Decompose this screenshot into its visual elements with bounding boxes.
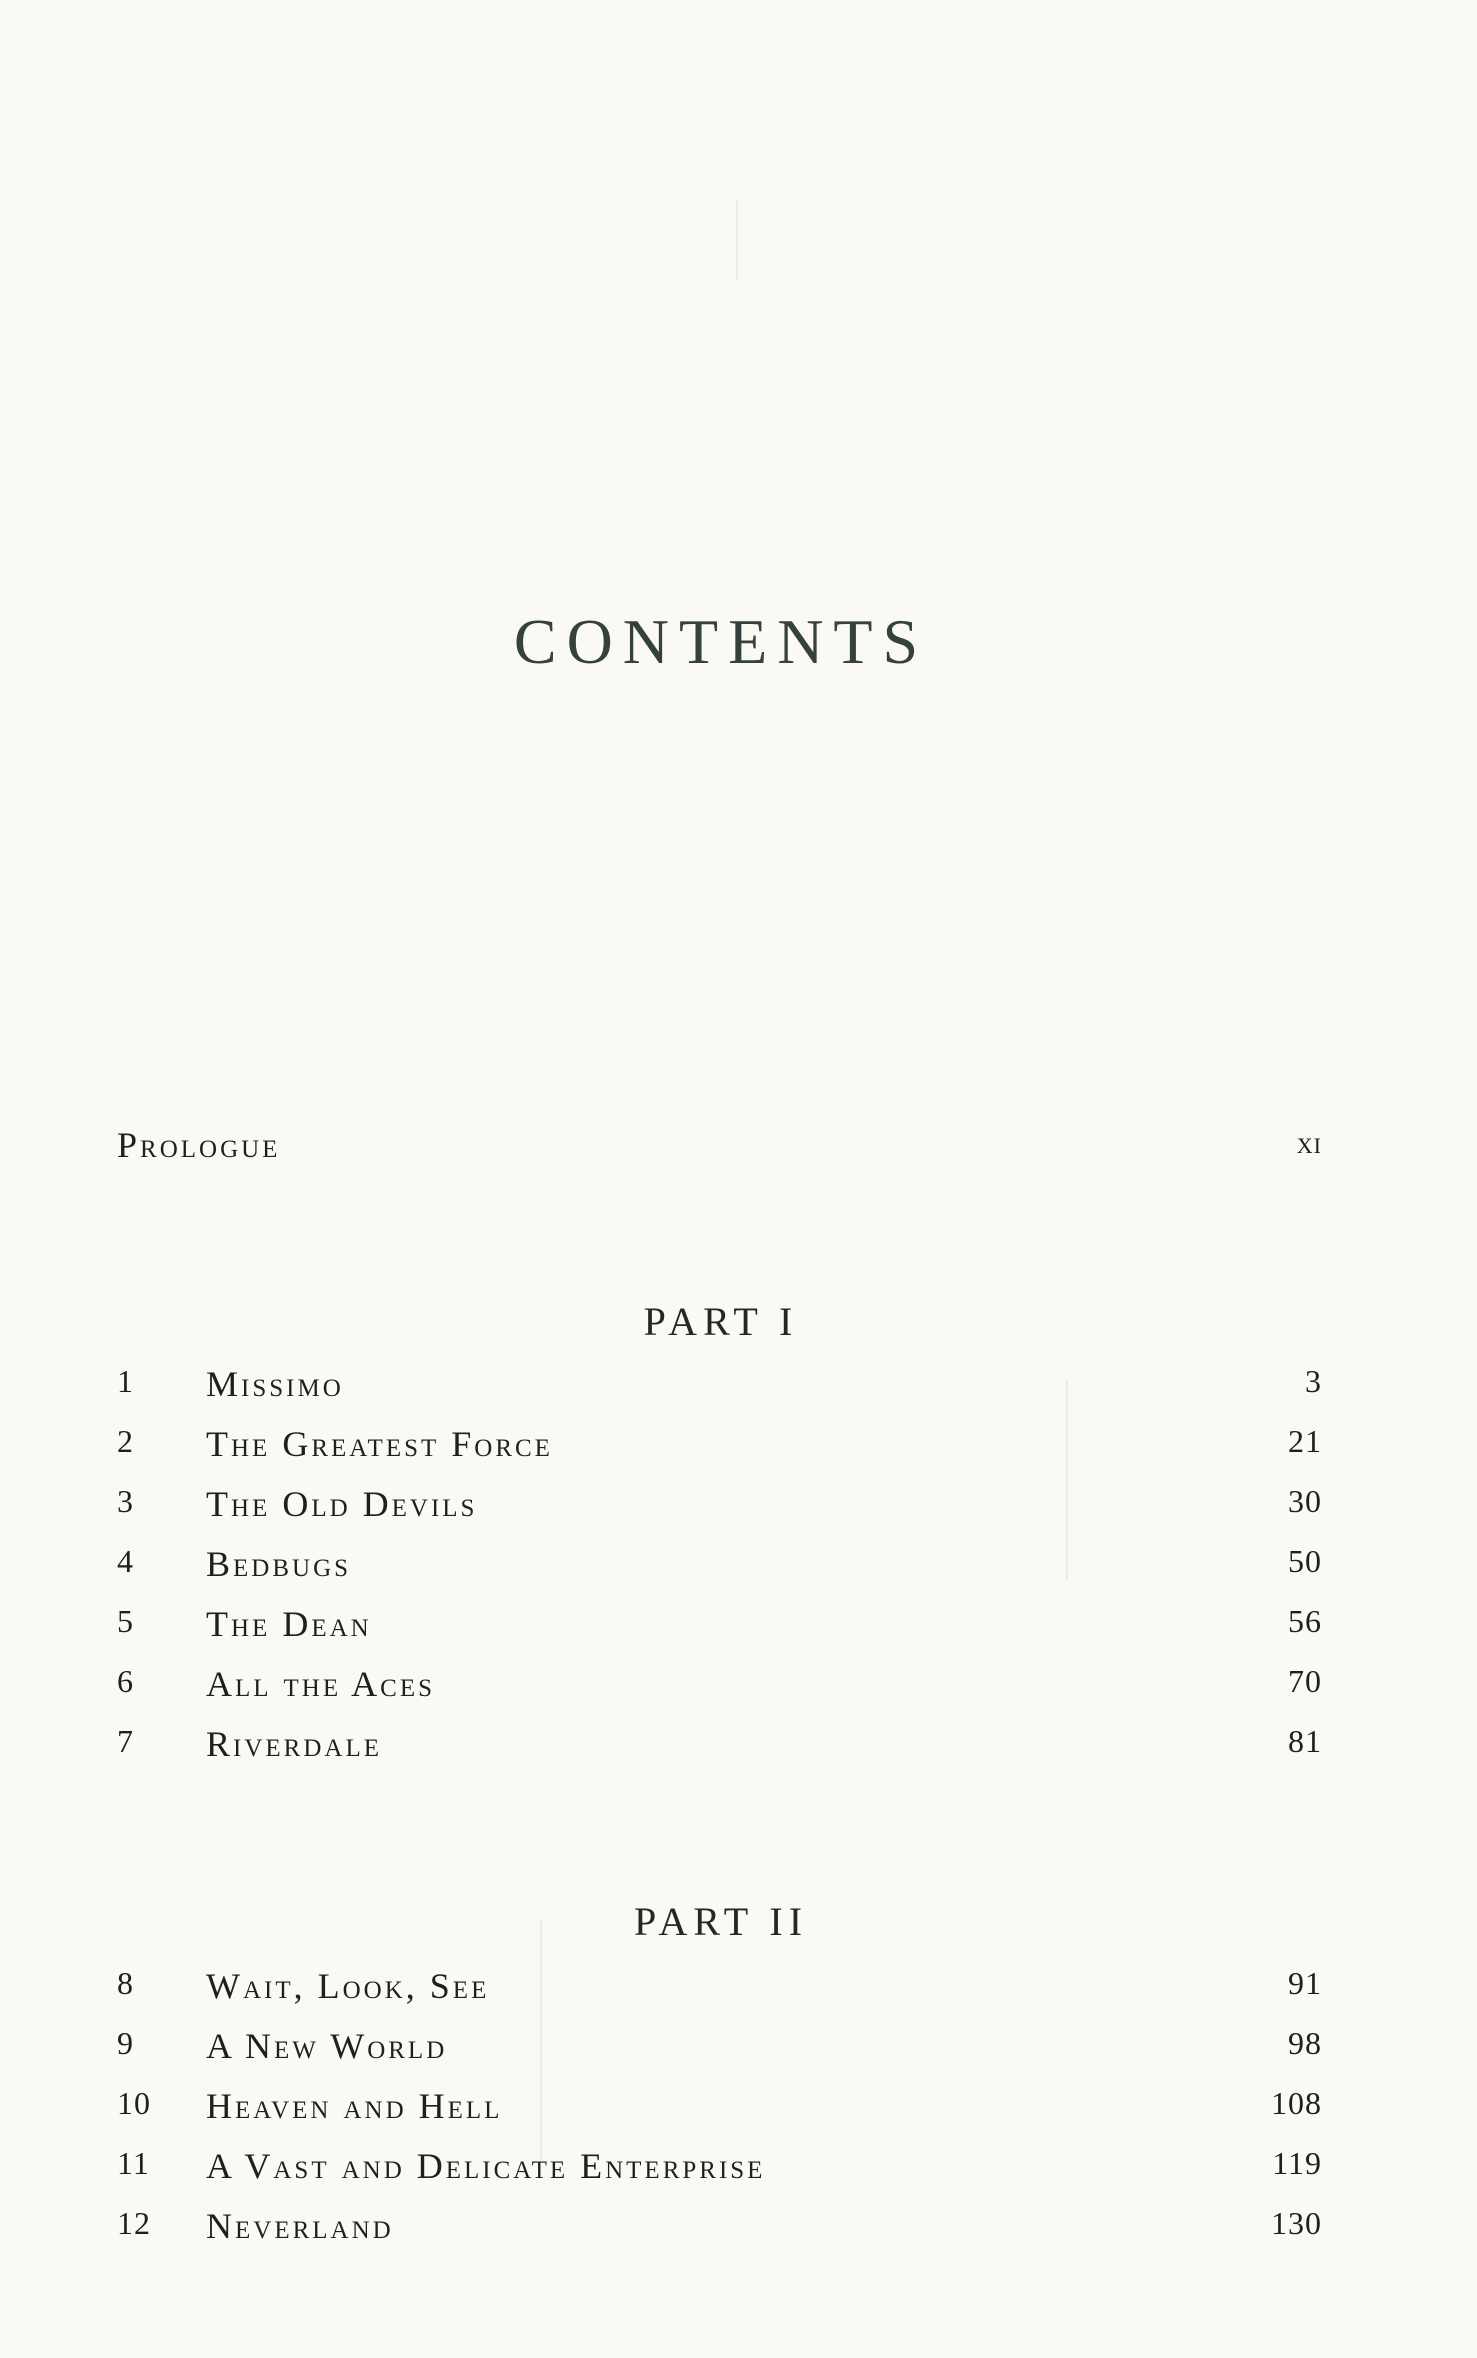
chapter-title: Wait, Look, See [206, 1966, 490, 2006]
chapter-title: Neverland [206, 2206, 394, 2246]
toc-entry[interactable] [117, 1723, 1322, 1773]
chapter-number: 8 [117, 1965, 134, 2001]
toc-entry[interactable] [117, 1663, 1322, 1713]
chapter-title: The Old Devils [206, 1484, 478, 1524]
chapter-number: 7 [117, 1723, 134, 1759]
chapter-number: 6 [117, 1663, 134, 1699]
chapter-page: 21 [1288, 1423, 1322, 1459]
toc-entry[interactable] [117, 1543, 1322, 1593]
chapter-page: 70 [1288, 1663, 1322, 1699]
chapter-page: 91 [1288, 1965, 1322, 2001]
toc-entry[interactable] [117, 1603, 1322, 1653]
toc-entry[interactable] [117, 2205, 1322, 2255]
toc-entry[interactable] [117, 2145, 1322, 2195]
toc-entry[interactable] [117, 2085, 1322, 2135]
part-heading: PART I [643, 1299, 799, 1344]
chapter-title: The Greatest Force [206, 1424, 553, 1464]
chapter-number: 5 [117, 1603, 134, 1639]
chapter-number: 2 [117, 1423, 134, 1459]
chapter-page: 119 [1272, 2145, 1322, 2181]
chapter-number: 11 [117, 2145, 150, 2181]
chapter-number: 1 [117, 1363, 134, 1399]
chapter-page: 81 [1288, 1723, 1322, 1759]
page-crease [736, 200, 738, 280]
chapter-number: 4 [117, 1543, 134, 1579]
contents-title: CONTENTS [513, 605, 929, 677]
chapter-number: 9 [117, 2025, 134, 2061]
chapter-title: A New World [206, 2026, 448, 2066]
chapter-number: 12 [117, 2205, 151, 2241]
chapter-page: 50 [1288, 1543, 1322, 1579]
chapter-page: 130 [1271, 2205, 1322, 2241]
toc-entry[interactable] [117, 1423, 1322, 1473]
prologue-label: Prologue [117, 1125, 281, 1165]
chapter-number: 3 [117, 1483, 134, 1519]
toc-entry[interactable] [117, 2025, 1322, 2075]
chapter-title: Heaven and Hell [206, 2086, 503, 2126]
toc-entry[interactable] [117, 1363, 1322, 1413]
chapter-title: All the Aces [206, 1664, 435, 1704]
toc-entry[interactable] [117, 1965, 1322, 2015]
chapter-title: Missimo [206, 1364, 344, 1404]
prologue-entry[interactable] [117, 1124, 1322, 1174]
chapter-title: A Vast and Delicate Enterprise [206, 2146, 766, 2186]
chapter-number: 10 [117, 2085, 151, 2121]
toc-entry[interactable] [117, 1483, 1322, 1533]
chapter-page: 3 [1305, 1363, 1322, 1399]
chapter-page: 30 [1288, 1483, 1322, 1519]
chapter-title: The Dean [206, 1604, 372, 1644]
chapter-title: Riverdale [206, 1724, 382, 1764]
chapter-page: 56 [1288, 1603, 1322, 1639]
part-heading: PART II [633, 1899, 809, 1944]
chapter-page: 108 [1271, 2085, 1322, 2121]
prologue-page: xi [1296, 1124, 1322, 1160]
chapter-title: Bedbugs [206, 1544, 352, 1584]
chapter-page: 98 [1288, 2025, 1322, 2061]
